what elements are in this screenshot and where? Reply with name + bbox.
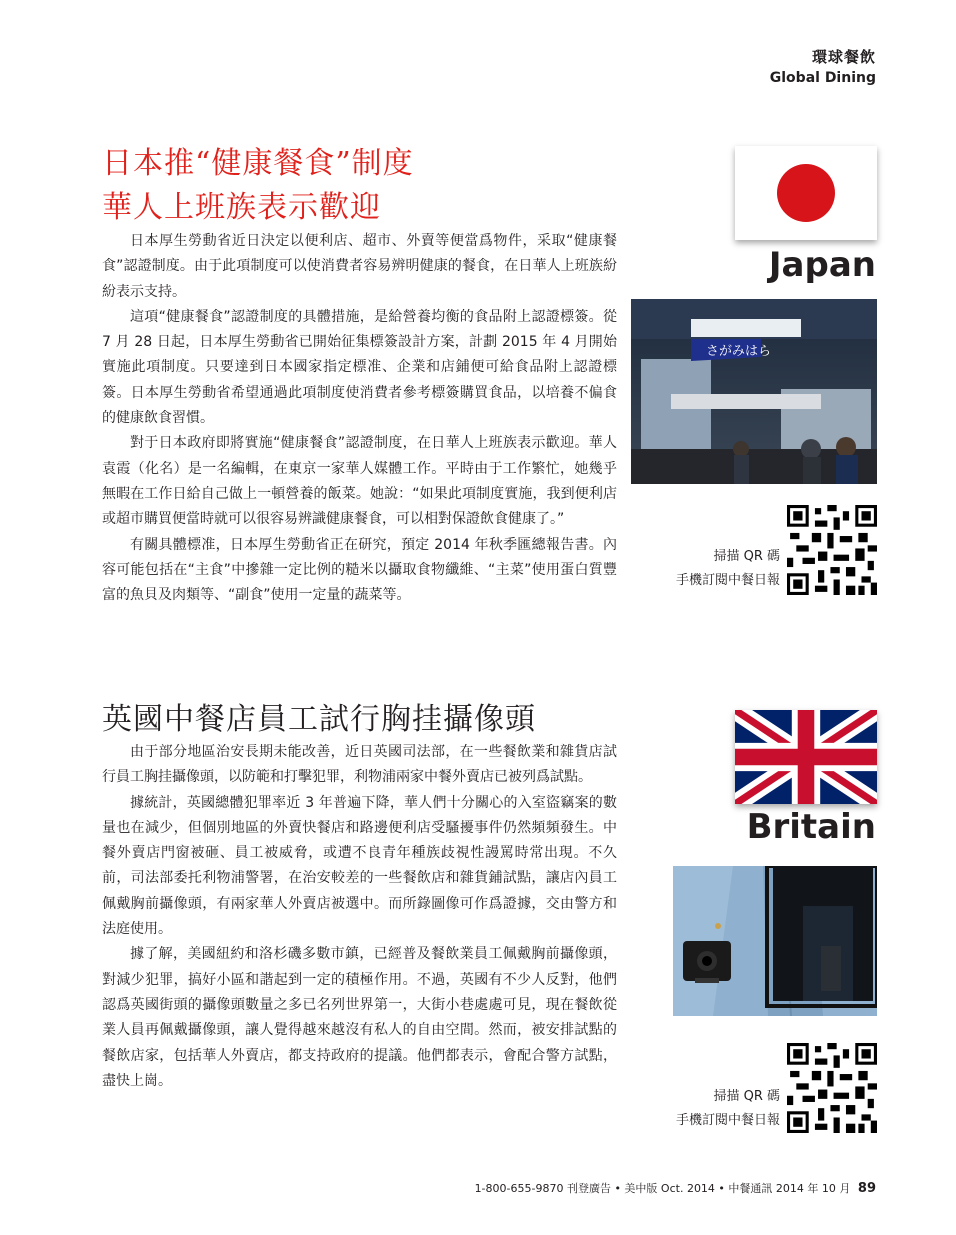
- country-label-japan: Japan: [768, 245, 876, 285]
- article1-paragraph: 這項“健康餐食”認證制度的具體措施，是給營養均衡的食品附上認證標簽。從 7 月 28 日起，日本厚生勞動省已開始征集標簽設計方案，計劃 2015 年 4 月開始實施此項制度。只要達到日本國家指定標准、企業和店鋪便可給食品附上認證標簽。日本厚生勞動省希望通過此項制度使消費者參考標簽購買食品，以培養不偏食的健康飲食習慣。: [102, 308, 617, 427]
- article2-paragraph: 據了解，美國紐約和洛杉磯多數市鎮，已經普及餐飲業員工佩戴胸前攝像頭，對減少犯罪，搞好小區和諧起到一定的積極作用。不過，英國有不少人反對，他們認爲英國街頭的攝像頭數量之多已名列世界第一，大街小巷處處可見，現在餐飲從業人員再佩戴攝像頭，讓人覺得越來越沒有私人的自由空間。然而，被安排試點的餐飲店家，包括華人外賣店，都支持政府的提議。他們都表示，會配合警方試點，盡快上崗。: [102, 946, 617, 1089]
- article2-headline: 英國中餐店員工試行胸挂攝像頭: [102, 702, 536, 737]
- japan-flag: [735, 146, 877, 240]
- section-title-en: Global Dining: [769, 70, 876, 86]
- section-title-zh: 環球餐飲: [811, 48, 876, 66]
- article1-headline-line2: 華人上班族表示歡迎: [102, 190, 381, 225]
- footer-text: 1-800-655-9870 刊登廣告 • 美中版 Oct. 2014 • 中餐通訊 2014 年 10 月: [474, 1182, 851, 1195]
- qr-caption-2: [676, 1085, 780, 1133]
- article1-headline: [102, 142, 414, 230]
- japan-expo-photo: [631, 299, 877, 484]
- uk-flag: [735, 710, 877, 804]
- qr-caption-line: 掃描 QR 碼: [713, 549, 780, 564]
- qr-code-1[interactable]: [787, 505, 877, 595]
- article2-body: [102, 740, 617, 1094]
- qr-code-2[interactable]: [787, 1043, 877, 1133]
- article1-headline-line1: 日本推“健康餐食”制度: [102, 146, 414, 181]
- qr-caption-line: 手機訂閱中餐日報: [675, 573, 780, 588]
- body-camera-photo: [673, 866, 877, 1016]
- qr-caption-line: 手機訂閱中餐日報: [675, 1113, 780, 1128]
- article2-paragraph: 由于部分地區治安長期未能改善，近日英國司法部，在一些餐飲業和雜貨店試行員工胸挂攝像頭，以防範和打擊犯罪，利物浦兩家中餐外賣店已被列爲試點。: [102, 744, 617, 786]
- article1-paragraph: 有關具體標准，日本厚生勞動省正在研究，預定 2014 年秋季匯總報告書。內容可能包括在“主食”中摻雜一定比例的糙米以攝取食物纖維、“主菜”使用蛋白質豐富的魚貝及肉類等、“副食”使用一定量的蔬菜等。: [102, 536, 617, 604]
- article2-paragraph: 據統計，英國總體犯罪率近 3 年普遍下降，華人們十分關心的入室盜竊案的數量也在減少，但個別地區的外賣快餐店和路邊便利店受騷擾事件仍然頻頻發生。中餐外賣店門窗被砸、員工被威脅，或遭不良青年種族歧視性謾罵時常出現。不久前，司法部委托利物浦警署，在治安較差的一些餐飲店和雜貨鋪試點，讓店內員工佩戴胸前攝像頭，有兩家華人外賣店被選中。而所錄圖像可作爲證據，交由警方和法庭使用。: [102, 794, 617, 938]
- qr-code-icon: [787, 1043, 877, 1133]
- japan-flag-icon: [735, 146, 877, 240]
- qr-code-icon: [787, 505, 877, 595]
- qr-caption-1: [676, 545, 780, 593]
- expo-sign-text: さがみはら: [706, 344, 772, 359]
- page-number: 89: [857, 1181, 876, 1196]
- country-label-britain: Britain: [746, 807, 876, 847]
- article1-paragraph: 日本厚生勞動省近日決定以便利店、超市、外賣等便當爲物件，采取“健康餐食”認證制度。由于此項制度可以使消費者容易辨明健康的餐食，在日華人上班族紛紛表示支持。: [102, 233, 617, 300]
- section-tag: [770, 46, 876, 86]
- article1-body: [102, 229, 617, 608]
- page-footer: [475, 1180, 876, 1196]
- qr-caption-line: 掃描 QR 碼: [713, 1089, 780, 1104]
- article1-paragraph: 對于日本政府即將實施“健康餐食”認證制度，在日華人上班族表示歡迎。華人袁霞（化名）是一名編輯，在東京一家華人媒體工作。平時由于工作繁忙，她幾乎無暇在工作日給自己做上一頓營養的飯菜。她說：“如果此項制度實施，我到便利店或超市購買便當時就可以很容易辨識健康餐食，可以相對保證飲食健康了。”: [102, 435, 617, 528]
- uk-flag-icon: [735, 710, 877, 804]
